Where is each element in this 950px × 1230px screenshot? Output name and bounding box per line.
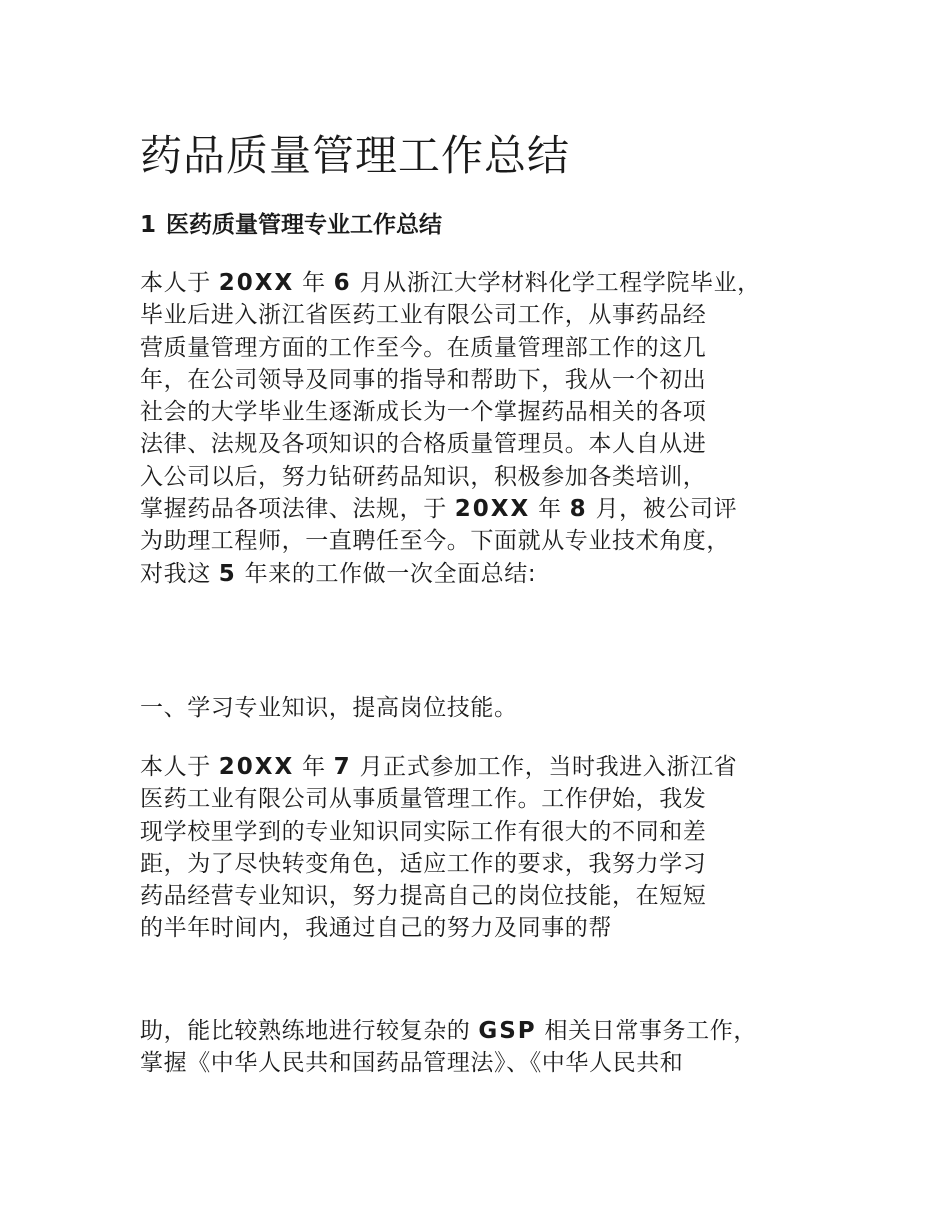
text-line: 距，为了尽快转变角色，适应工作的要求，我努力学习 [140, 850, 707, 877]
text-line: 药品经营专业知识，努力提高自己的岗位技能，在短短 [140, 883, 707, 910]
text-line: 本人于 20XX 年 7 月正式参加工作，当时我进入浙江省 [140, 754, 738, 780]
paragraph-1 [140, 267, 840, 590]
subtitle [140, 208, 442, 242]
text-line: 医药工业有限公司从事质量管理工作。工作伊始，我发 [140, 786, 707, 813]
text-line: 年，在公司领导及同事的指导和帮助下，我从一个初出 [140, 366, 707, 393]
text-line: 现学校里学到的专业知识同实际工作有很大的不同和差 [140, 818, 707, 845]
text-line: 对我这 5 年来的工作做一次全面总结: [140, 560, 537, 587]
text-line: 社会的大学毕业生逐渐成长为一个掌握药品相关的各项 [140, 399, 707, 426]
text-line: 营质量管理方面的工作至今。在质量管理部工作的这几 [140, 334, 707, 361]
text-line: 毕业后进入浙江省医药工业有限公司工作，从事药品经 [140, 302, 707, 329]
paragraph-2 [140, 751, 840, 945]
subtitle-number: 1 [140, 212, 159, 238]
text-line: 掌握药品各项法律、法规，于 20XX 年 8 月，被公司评 [140, 496, 738, 523]
text-line: 本人于 20XX 年 6 月从浙江大学材料化学工程学院毕业， [140, 270, 761, 296]
text-line: 的半年时间内，我通过自己的努力及同事的帮 [140, 915, 612, 942]
section-heading-1: 一、学习专业知识，提高岗位技能。 [140, 695, 518, 721]
paragraph-3 [140, 1015, 840, 1080]
text-line: 助，能比较熟练地进行较复杂的 GSP 相关日常事务工作， [140, 1018, 757, 1044]
text-line: 入公司以后，努力钻研药品知识，积极参加各类培训， [140, 463, 707, 490]
text-line: 掌握《中华人民共和国药品管理法》、《中华人民共和 [140, 1050, 684, 1077]
subtitle-text: 医药质量管理专业工作总结 [158, 212, 443, 238]
text-line: 为助理工程师，一直聘任至今。下面就从专业技术角度， [140, 528, 730, 555]
text-line: 法律、法规及各项知识的合格质量管理员。本人自从进 [140, 431, 707, 458]
document-title: 药品质量管理工作总结 [140, 131, 571, 180]
